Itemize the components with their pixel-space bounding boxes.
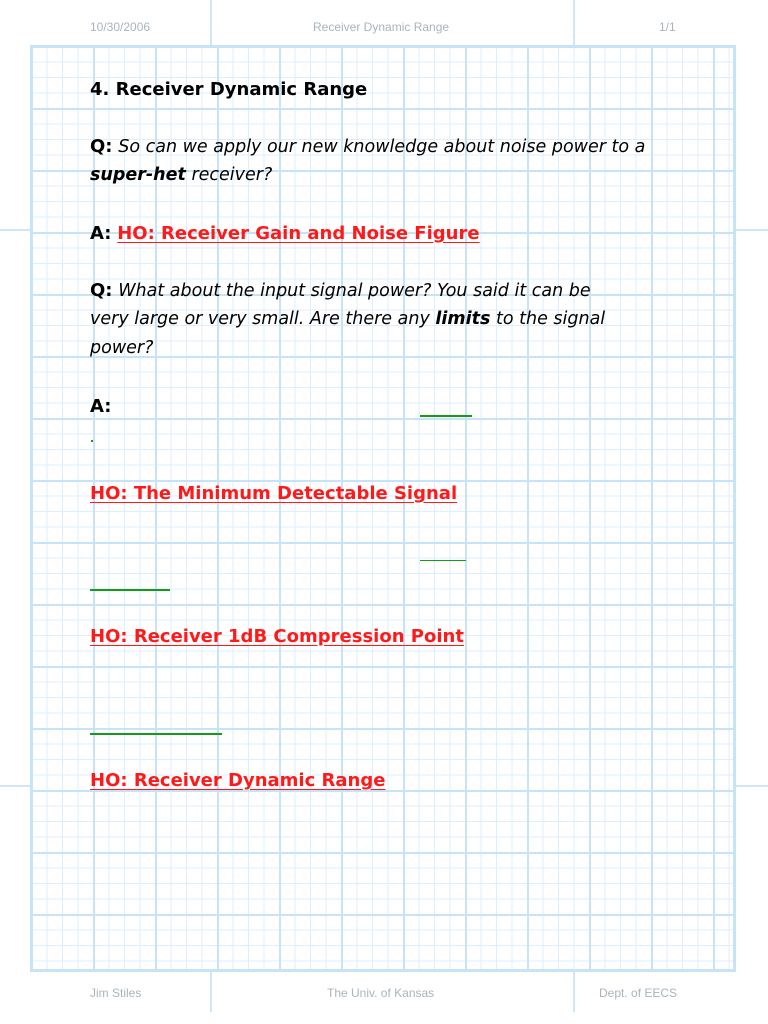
header-divider-left <box>210 0 212 45</box>
green-marker-line <box>420 415 472 417</box>
header-divider-right <box>573 0 575 45</box>
answer-2-label: A: <box>90 396 112 417</box>
link-1db-compression-point[interactable]: HO: Receiver 1dB Compression Point <box>90 626 464 647</box>
footer-divider-left <box>210 972 212 1012</box>
link-receiver-gain-noise-figure[interactable]: HO: Receiver Gain and Noise Figure <box>117 223 480 244</box>
green-marker-dot <box>91 440 93 442</box>
footer-department: Dept. of EECS <box>599 986 678 1000</box>
question-1-line-1 <box>90 138 645 157</box>
link-receiver-dynamic-range[interactable]: HO: Receiver Dynamic Range <box>90 770 386 791</box>
link-row-mds <box>90 485 457 503</box>
question-1-text: So can we apply our new knowledge about noise power to a <box>118 137 646 157</box>
footer-divider-right <box>573 972 575 1012</box>
question-1-text-end: receiver? <box>191 165 273 185</box>
question-2-text-post: to the signal <box>495 309 606 329</box>
answer-1 <box>90 225 480 243</box>
question-2-line-2 <box>90 311 605 329</box>
header-title: Receiver Dynamic Range <box>313 20 450 34</box>
link-minimum-detectable-signal[interactable]: HO: The Minimum Detectable Signal <box>90 483 458 504</box>
footer-author: Jim Stiles <box>90 986 142 1000</box>
green-marker-line <box>420 560 466 561</box>
margin-mark-right-top <box>736 229 768 231</box>
question-2-text-end: power? <box>90 338 154 358</box>
super-het-term: super-het <box>90 165 186 185</box>
question-2-line-1 <box>90 282 591 301</box>
question-1-line-2 <box>90 167 272 185</box>
green-marker-line <box>90 733 222 735</box>
margin-mark-left-top <box>0 229 30 231</box>
header-date: 10/30/2006 <box>90 20 151 34</box>
link-row-compression <box>90 628 464 646</box>
question-2-line-3 <box>90 340 153 358</box>
margin-mark-left-bottom <box>0 785 30 787</box>
question-2-text: What about the input signal power? You said it can be <box>118 281 591 301</box>
link-row-dynamic-range <box>90 772 385 790</box>
question-label: Q: <box>90 136 113 157</box>
question-label: Q: <box>90 280 113 301</box>
header-page-number: 1/1 <box>659 20 676 34</box>
answer-label: A: <box>90 223 112 244</box>
margin-mark-right-bottom <box>736 785 768 787</box>
footer-institution: The Univ. of Kansas <box>327 986 435 1000</box>
question-2-text-pre: very large or very small. Are there any <box>90 309 430 329</box>
green-marker-line <box>90 589 170 591</box>
section-heading: 4. Receiver Dynamic Range <box>90 79 368 100</box>
limits-term: limits <box>435 309 491 329</box>
